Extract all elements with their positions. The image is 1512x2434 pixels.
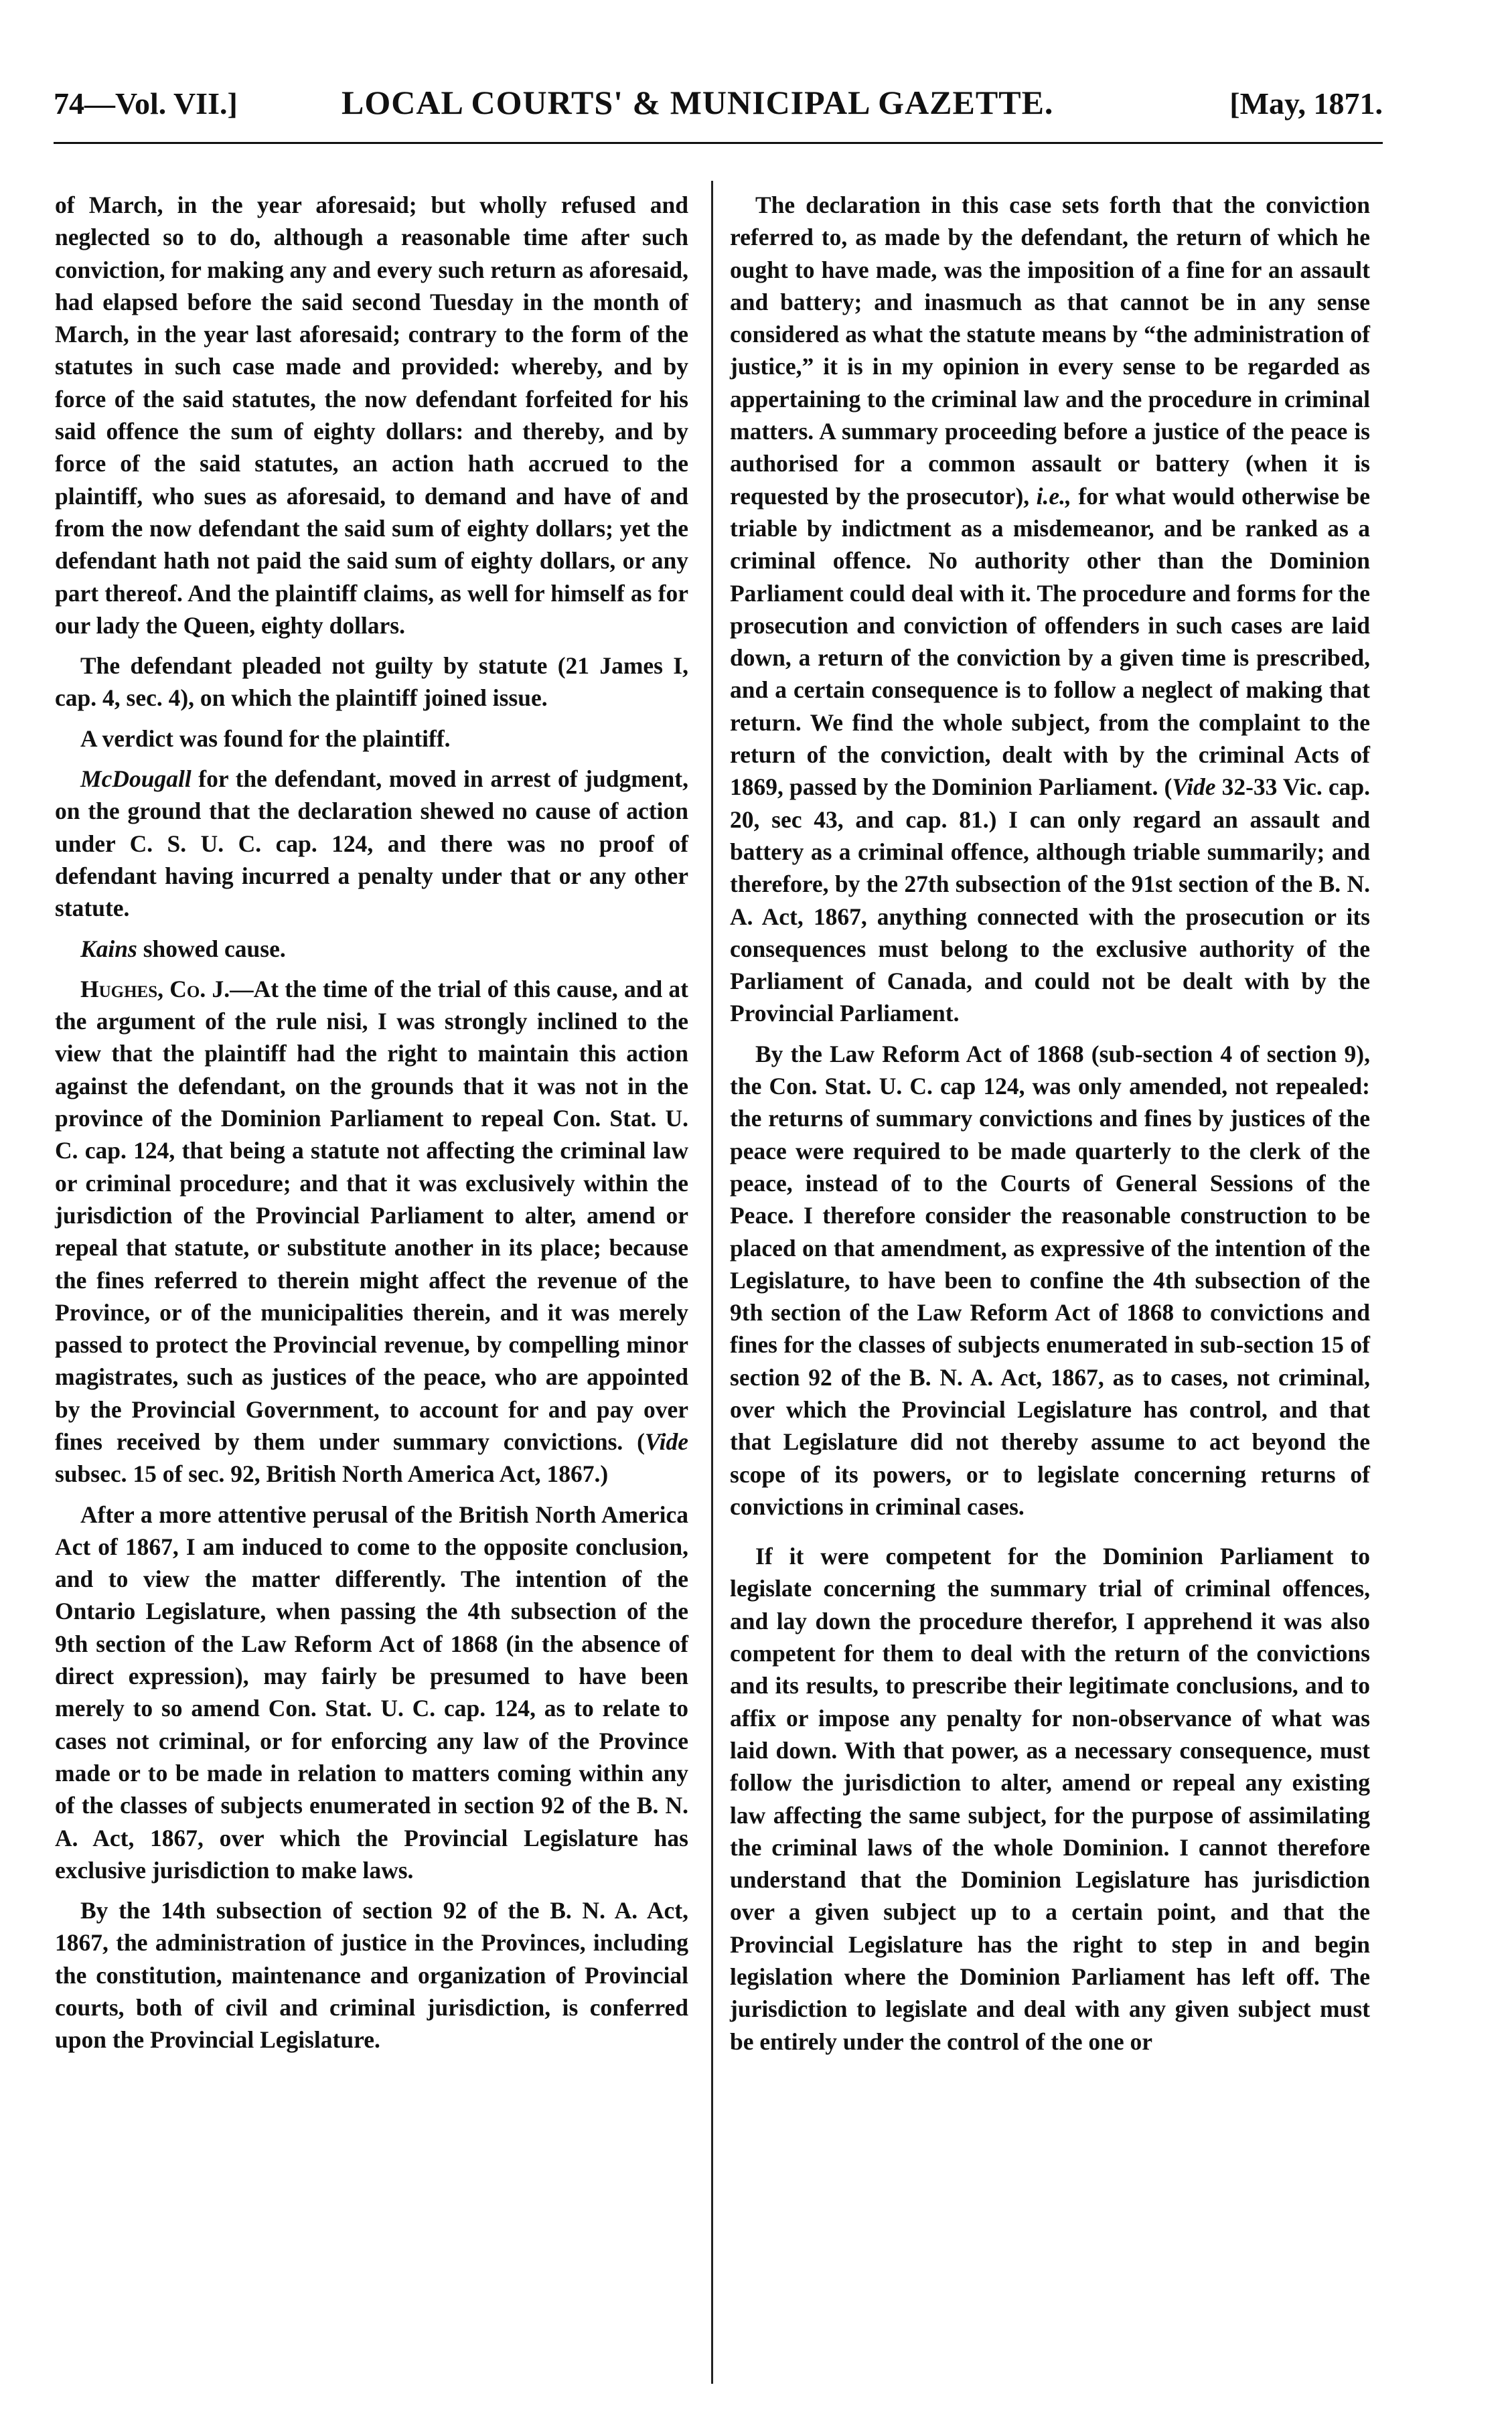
paragraph: If it were competent for the Dominion Parliament to legislate concerning the summary trial of criminal offences, and lay down the procedure therefor, I apprehend it was also competent for them to deal with the return of the convictions and its results, to prescribe their legitimate conclusions, and to affix or impose any penalty for non-observance of what was laid down. With that power, as a necessary consequence, must follow the jurisdiction to alter, amend or repeal any existing law affecting the same subject, for the purpose of assimilating the criminal laws of the whole Dominion. I cannot therefore understand that the Dominion Legislature has jurisdiction over a given subject up to a certain point, and that the Provincial Legislature has the right to step in and begin legislation where the Dominion Parliament has left off. The jurisdiction to legislate and deal with any given subject must be entirely under the control of the one or (730, 1543, 1370, 2055)
paragraph: McDougall for the defendant, moved in arrest of judgment, on the ground that the declaration shewed no cause of action under C. S. U. C. cap. 124, and there was no proof of defendant having incurred a penalty under that or any other statute. (55, 765, 688, 922)
paragraph: Kains showed cause. (80, 935, 286, 962)
paragraph: By the Law Reform Act of 1868 (sub-section 4 of section 9), the Con. Stat. U. C. cap 124, was only amended, not repealed: the returns of summary convictions and fines by justices of the peace were required to be made quarterly to the clerk of the peace, instead of to the Courts of General Sessions of the Peace. I therefore consider the reasonable construction to be placed on that amendment, as expressive of the intention of the Legislature, to have been to confine the 4th subsection of the 9th section of the Law Reform Act of 1868 to convictions and fines for the classes of subjects enumerated in sub-section 15 of section 92 of the B. N. A. Act, 1867, as to cases, not criminal, over which the Provincial Legislature has control, and that that Legislature did not thereby assume to act beyond the scope of its powers, or to legislate concerning returns of convictions in criminal cases. (730, 1040, 1370, 1520)
counsel-name: McDougall (80, 765, 192, 793)
paragraph: After a more attentive perusal of the British North America Act of 1867, I am induced to come to the opposite conclusion, and to view the matter differently. The intention of the Ontario Legislature, when passing the 4th subsection of the 9th section of the Law Reform Act of 1868 (in the absence of direct expression), may fairly be presumed to have been merely to so amend Con. Stat. U. C. cap. 124, as to relate to cases not criminal, or for enforcing any law of the Province made or to be made in relation to matters coming within any of the classes of subjects enumerated in section 92 of the B. N. A. Act, 1867, over which the Provincial Legislature has exclusive jurisdiction to make laws. (55, 1501, 688, 1884)
right-column (730, 189, 1370, 2058)
issue-date: [May, 1871. (1229, 86, 1383, 121)
paragraph: The defendant pleaded not guilty by statute (21 James I, cap. 4, sec. 4), on which the plaintiff joined issue. (55, 652, 688, 712)
page-volume-label: 74—Vol. VII.] (54, 86, 238, 121)
left-column (55, 189, 688, 2056)
paragraph: Hughes, Co. J.—At the time of the trial of this cause, and at the argument of the rule nisi, I was strongly inclined to the view that the plaintiff had the right to maintain this action against the defendant, on the grounds that it was not in the province of the Dominion Parliament to repeal Con. Stat. U. C. cap. 124, that being a statute not affecting the criminal law or criminal procedure; and that it was exclusively within the jurisdiction of the Provincial Parliament to alter, amend or repeal that statute, or substitute another in its place; because the fines referred to therein might affect the revenue of the Province, or of the municipalities therein, and it was merely passed to protect the Provincial revenue, by compelling minor magistrates, such as justices of the peace, who are appointed by the Provincial Government, to account for and pay over fines received by them under summary convictions. (Vide subsec. 15 of sec. 92, British North America Act, 1867.) (55, 975, 688, 1488)
running-header (54, 80, 1383, 127)
paragraph: By the 14th subsection of section 92 of the B. N. A. Act, 1867, the administration of justice in the Provinces, including the constitution, maintenance and organization of Provincial courts, both of civil and criminal jurisdiction, is conferred upon the Provincial Legislature. (55, 1897, 688, 2054)
paragraph: The declaration in this case sets forth that the conviction referred to, as made by the defendant, the return of which he ought to have made, was the imposition of a fine for an assault and battery; and inasmuch as that cannot be in any sense considered as what the statute means by “the administration of justice,” it is in my opinion in every sense to be regarded as appertaining to the criminal law and the procedure in criminal matters. A summary proceeding before a justice of the peace is authorised for a common assault or battery (when it is requested by the prosecutor), i.e., for what would otherwise be triable by indictment as a misdemeanor, and be ranked as a criminal offence. No authority other than the Dominion Parliament could deal with it. The procedure and forms for the prosecution and conviction of offenders in such cases are laid down, a return of the conviction by a given time is prescribed, and a certain consequence is to follow a neglect of making that return. We find the whole subject, from the complaint to the return of the conviction, dealt with by the criminal Acts of 1869, passed by the Dominion Parliament. (Vide 32-33 Vic. cap. 20, sec 43, and cap. 81.) I can only regard an assault and battery as a criminal offence, although triable summarily; and therefore, by the 27th subsection of the 91st section of the B. N. A. Act, 1867, anything connected with the prosecution or its consequences must belong to the exclusive authority of the Parliament of Canada, and could not be dealt with by the Provincial Parliament. (730, 192, 1370, 1027)
paragraph: A verdict was found for the plaintiff. (80, 725, 451, 752)
column-divider (711, 181, 713, 2384)
header-rule (54, 142, 1383, 144)
paragraph: of March, in the year aforesaid; but wholly refused and neglected so to do, although a reasonable time after such conviction, for making any and every such return as aforesaid, had elapsed before the said second Tuesday in the month of March, in the year last aforesaid; contrary to the form of the statutes in such case made and provided: whereby, and by force of the said statutes, the now defendant forfeited for his said offence the sum of eighty dollars: and thereby, and by force of the said statutes, an action hath accrued to the plaintiff, who sues as aforesaid, to demand and have of and from the now defendant the said sum of eighty dollars; yet the defendant hath not paid the said sum of eighty dollars, or any part thereof. And the plaintiff claims, as well for himself as for our lady the Queen, eighty dollars. (55, 192, 688, 639)
judge-name: Hughes, Co. J. (80, 975, 230, 1002)
publication-title: LOCAL COURTS' & MUNICIPAL GAZETTE. (342, 84, 1054, 121)
counsel-name: Kains (80, 935, 137, 962)
